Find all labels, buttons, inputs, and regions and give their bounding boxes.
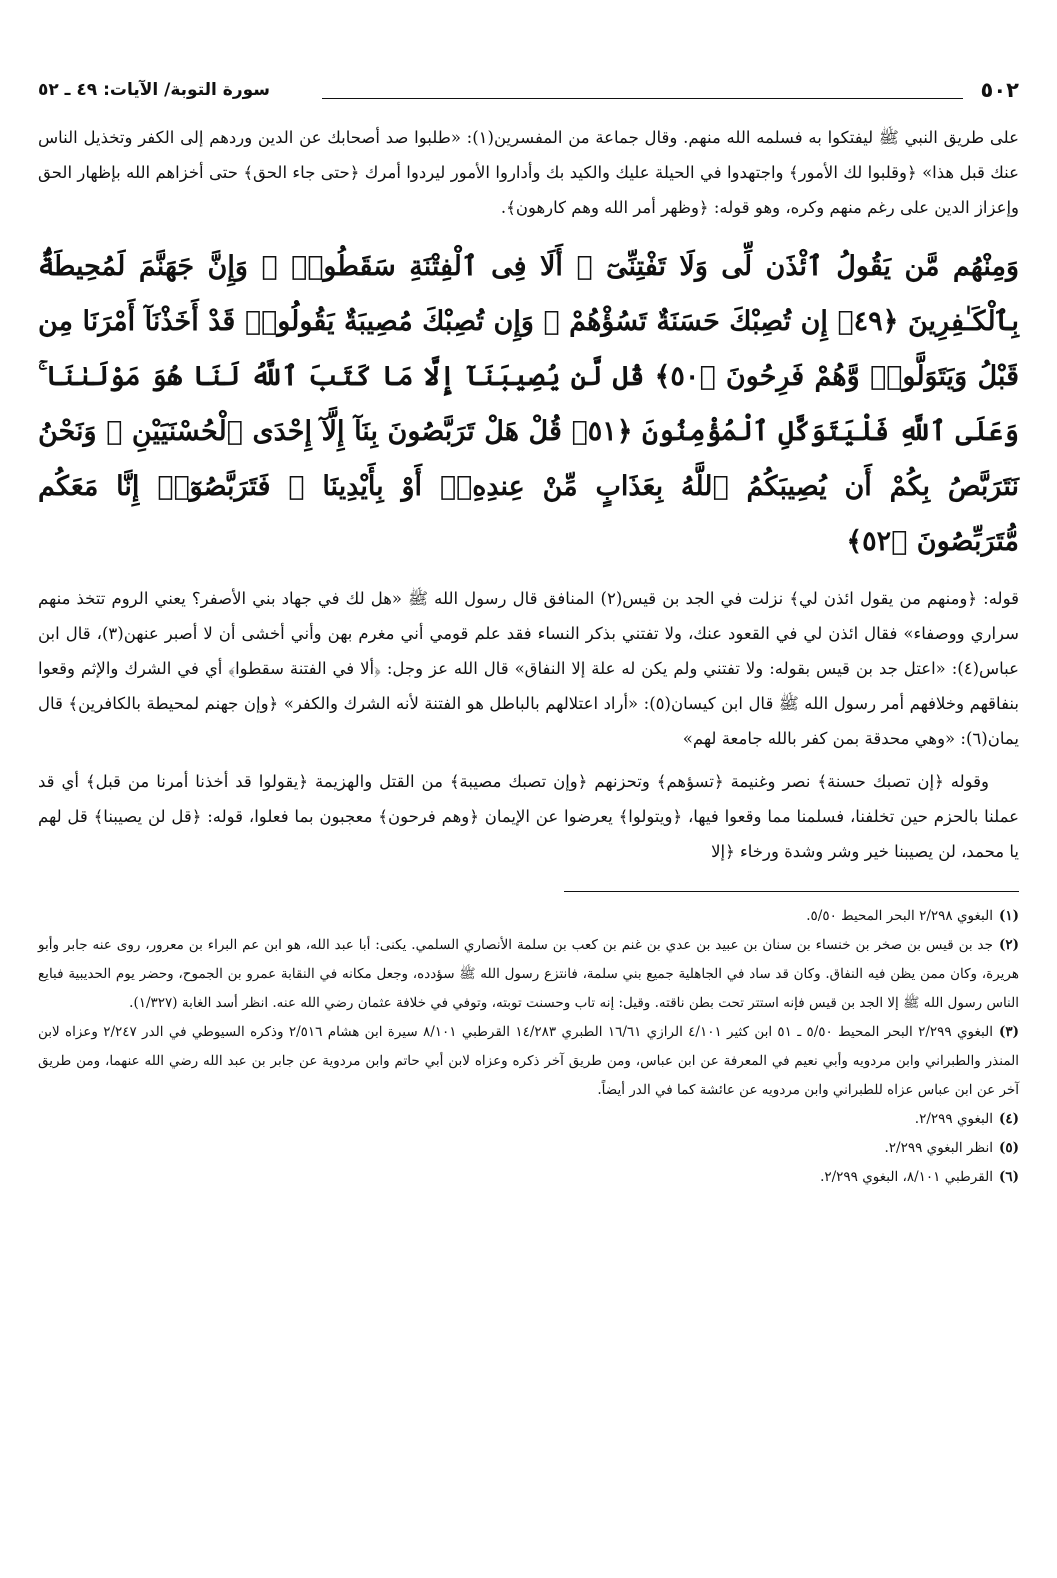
footnotes-list <box>38 902 1019 1192</box>
footnote-text: البغوي ٢/٢٩٩ البحر المحيط ٥/٥٠ ـ ٥١ ابن كثير ٤/١٠١ الرازي ١٦/٦١ الطبري ١٤/٢٨٣ القرطبي ٨/١٠١ سيرة ابن هشام ٢/٥١٦ وذكره السيوطي في الدر ٢/٢٤٧ وعزاه لابن المنذر والطبراني وابن مردويه وأبي نعيم في المعرفة عن ابن عباس، ومن طريق آخر ذكره وعزاه لابن أبي حاتم وابن مردوية عن جابر بن عبد الله رضي الله عنهما، ومن طريق آخر عن ابن عباس عزاه للطبراني وابن مردويه عن عائشة كما في الدر أيضاً. <box>38 1024 1019 1098</box>
footnote-mark: (٦) <box>998 1169 1019 1185</box>
footnote-text: القرطبي ٨/١٠١، البغوي ٢/٢٩٩. <box>820 1169 993 1185</box>
footnote-3 <box>38 1018 1019 1105</box>
footnote-text: البغوي ٢/٢٩٨ البحر المحيط ٥/٥٠. <box>806 908 993 924</box>
footnote-mark: (٤) <box>998 1111 1019 1127</box>
header-divider <box>322 98 963 99</box>
footnote-mark: (١) <box>998 908 1019 924</box>
commentary-paragraph-2: قوله: ﴿ومنهم من يقول ائذن لي﴾ نزلت في الجد بن قيس(٢) المنافق قال رسول الله ﷺ «هل لك في جهاد بني الأصفر؟ يعني الروم تتخذ منهم سراري ووصفاء» فقال ائذن لي في القعود عنك، ولا تفتني بذكر النساء فقد علم قومي أني مغرم بهن وأني أخشى أن لا أصبر عنهن(٣)، قال ابن عباس(٤): «اعتل جد بن قيس بقوله: ولا تفتني ولم يكن له علة إلا النفاق» قال الله عز وجل: ﴿ألا في الفتنة سقطوا﴾ أي في الشرك والإثم وقعوا بنفاقهم وخلافهم أمر رسول الله ﷺ قال ابن كيسان(٥): «أراد اعتلالهم بالباطل هو الفتنة لأنه الشرك والكفر» ﴿وإن جهنم لمحيطة بالكافرين﴾ قال يمان(٦): «وهي محدقة بمن كفر بالله جامعة لهم» <box>38 589 1020 748</box>
commentary-paragraph-1: على طريق النبي ﷺ ليفتكوا به فسلمه الله منهم. وقال جماعة من المفسرين(١): «طلبوا صد أصحابك عن الدين وردهم إلى الكفر وتخذيل الناس عنك قبل هذا» ﴿وقلبوا لك الأمور﴾ واجتهدوا في الحيلة عليك والكيد بك وأداروا الأمور ليردوا أمرك ﴿حتى جاء الحق﴾ حتى أخزاهم الله بإظهار الحق وإعزاز الدين على رغم منهم وكره، وهو قوله: ﴿وظهر أمر الله وهم كارهون﴾. <box>38 128 1019 217</box>
page-header <box>38 78 1019 114</box>
footnote-text: انظر البغوي ٢/٢٩٩. <box>884 1140 993 1156</box>
footnote-1 <box>38 902 1019 931</box>
footnote-2 <box>38 931 1019 1018</box>
footnote-4 <box>38 1105 1019 1134</box>
commentary-paragraph-3: وقوله ﴿إن تصبك حسنة﴾ نصر وغنيمة ﴿تسؤهم﴾ وتحزنهم ﴿وإن تصبك مصيبة﴾ من القتل والهزيمة ﴿يقولوا قد أخذنا أمرنا من قبل﴾ أي قد عملنا بالحزم حين تخلفنا، فسلمنا مما وقعوا فيها، ﴿ويتولوا﴾ يعرضوا عن الإيمان ﴿وهم فرحون﴾ معجبون بما فعلوا، قوله: ﴿قل لن يصيبنا﴾ قل لهم يا محمد، لن يصيبنا خير وشر وشدة ورخاء ﴿إلا <box>38 772 1019 861</box>
footnote-mark: (٣) <box>998 1024 1019 1040</box>
footnote-mark: (٥) <box>998 1140 1019 1156</box>
footnote-text: جد بن قيس بن صخر بن خنساء بن سنان بن عبيد بن عدي بن غنم بن كعب بن سلمة الأنصاري السلمي. يكنى: أبا عبد الله، هو ابن عم البراء بن معرور، روى عنه جابر وأبو هريرة، وكان ممن يظن فيه النفاق. وكان قد ساد في الجاهلية جميع بني سلمة، فانتزع رسول الله ﷺ سؤدده، وجعل مكانه في النقابة عمرو بن الجموح، وحضر يوم الحديبية فبايع الناس رسول الله ﷺ إلا الجد بن قيس فإنه استتر تحت بطن ناقته. وقيل: إنه تاب وحسنت توبته، وتوفي في خلافة عثمان رضي الله عنه. انظر أسد الغابة (١/٣٢٧). <box>38 937 1019 1011</box>
page <box>38 78 1019 1192</box>
quran-verses: وَمِنْهُم مَّن يَقُولُ ٱئْذَن لِّى وَلَا تَفْتِنِّىٓ ۚ أَلَا فِى ٱلْفِتْنَةِ سَقَطُوا۟ ۗ وَإِنَّ جَهَنَّمَ لَمُحِيطَةٌۢ بِٱلْكَـٰفِرِينَ ﴿٤٩﴾ إِن تُصِبْكَ حَسَنَةٌ تَسُؤْهُمْ ۖ وَإِن تُصِبْكَ مُصِيبَةٌ يَقُولُوا۟ قَدْ أَخَذْنَآ أَمْرَنَا مِن قَبْلُ وَيَتَوَلَّوا۟ وَّهُمْ فَرِحُونَ ﴿٥٠﴾ قُل لَّن يُصِيبَنَآ إِلَّا مَا كَتَبَ ٱللَّهُ لَنَا هُوَ مَوْلَىٰنَا ۚ وَعَلَى ٱللَّهِ فَلْيَتَوَكَّلِ ٱلْمُؤْمِنُونَ ﴿٥١﴾ قُلْ هَلْ تَرَبَّصُونَ بِنَآ إِلَّآ إِحْدَى ٱلْحُسْنَيَيْنِ ۖ وَنَحْنُ نَتَرَبَّصُ بِكُمْ أَن يُصِيبَكُمُ ٱللَّهُ بِعَذَابٍ مِّنْ عِندِهِۦٓ أَوْ بِأَيْدِينَا ۖ فَتَرَبَّصُوٓا۟ إِنَّا مَعَكُم مُّتَرَبِّصُونَ ﴿٥٢﴾ <box>38 251 1019 557</box>
footnote-5 <box>38 1134 1019 1163</box>
footnote-divider <box>564 891 1019 892</box>
footnote-mark: (٢) <box>998 937 1019 953</box>
footnote-6 <box>38 1163 1019 1192</box>
page-number: ٥٠٢ <box>980 78 1019 102</box>
footnote-text: البغوي ٢/٢٩٩. <box>914 1111 993 1127</box>
surah-title: سورة التوبة/ الآيات: ٤٩ ـ ٥٢ <box>38 80 270 100</box>
